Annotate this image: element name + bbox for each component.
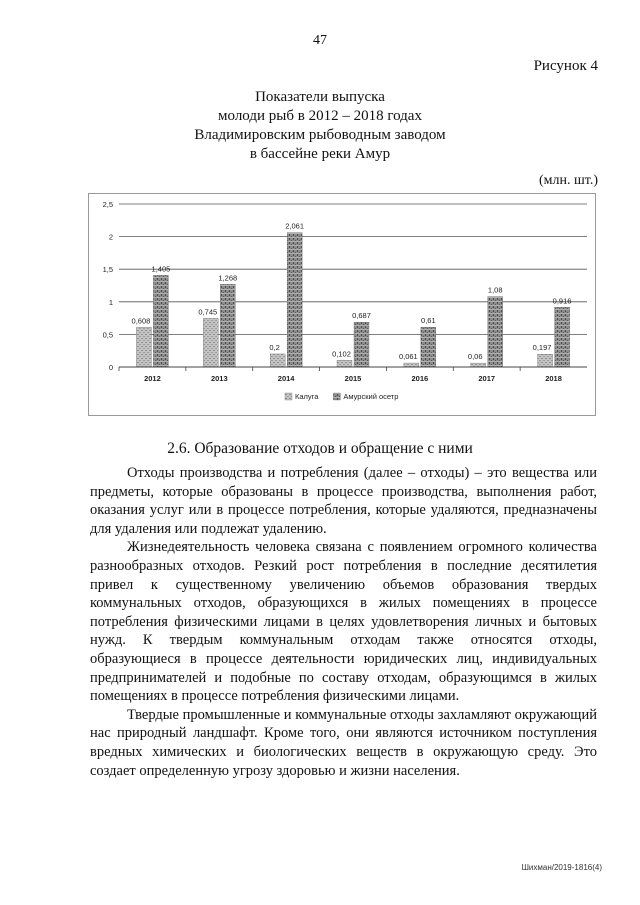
- data-label: 0,102: [332, 349, 351, 359]
- paragraph: Жизнедеятельность человека связана с появлением огромного количества разнообразных отходов. Резкий рост потребления в последние десятилетия привел к существенному увеличению объемов образования твердых коммунальных отходов, образующихся в жилых помещениях в процессе потребления физическими лицами в целях удовлетворения личных и бытовых нужд. К твердым коммунальным отходам также относятся отходы, образующиеся в процессе деятельности юридических лиц, индивидуальных предпринимателей и подобные по составу отходам, образующимся в жилых помещениях в процессе потребления физическими лицами.: [90, 539, 597, 705]
- bar-kaluga: [270, 354, 285, 367]
- data-label: 1,268: [218, 273, 238, 283]
- y-tick-label: 2: [108, 232, 113, 242]
- bar-osetr: [488, 297, 503, 367]
- bar-osetr: [421, 327, 436, 367]
- bar-chart: [89, 194, 595, 415]
- data-label: 0,61: [421, 316, 436, 326]
- figure-title-line: молоди рыб в 2012 – 2018 годах: [218, 108, 422, 124]
- x-tick-label: 2016: [411, 374, 429, 383]
- bar-osetr: [287, 233, 302, 367]
- x-tick-label: 2014: [277, 374, 295, 383]
- data-label: 0,745: [198, 307, 218, 317]
- bar-osetr: [354, 322, 369, 367]
- page-number: 47: [313, 33, 327, 48]
- section-heading: 2.6. Образование отходов и обращение с ними: [167, 440, 473, 457]
- x-tick-label: 2017: [478, 374, 496, 383]
- bar-osetr: [555, 307, 570, 367]
- legend-swatch: [333, 393, 340, 400]
- y-tick-label: 1,5: [102, 265, 113, 275]
- data-label: 2,061: [285, 221, 305, 231]
- figure-title-line: Показатели выпуска: [255, 89, 385, 105]
- x-tick-label: 2012: [144, 374, 161, 383]
- data-label: 0,197: [532, 343, 552, 353]
- y-tick-label: 1: [108, 297, 113, 307]
- chart-units: (млн. шт.): [538, 173, 598, 188]
- bar-osetr: [153, 275, 168, 367]
- y-tick-label: 0: [108, 363, 113, 372]
- data-label: 1,405: [151, 264, 171, 274]
- figure-title: [0, 88, 640, 164]
- data-label: 0,2: [269, 342, 280, 352]
- y-tick-label: 2,5: [102, 200, 113, 209]
- paragraph: Отходы производства и потребления (далее – отходы) – это вещества или предметы, которые образованы в процессе производства, выполнения работ, оказания услуг или в процессе потребления, которые удаляются, предназначены для удаления или подлежат удалению.: [90, 465, 597, 537]
- y-tick-label: 0,5: [102, 330, 113, 340]
- legend-label: Амурский осетр: [343, 392, 399, 401]
- figure-title-line: Владимировским рыбоводным заводом: [194, 127, 446, 143]
- bar-kaluga: [337, 360, 352, 367]
- data-label: 0,916: [552, 296, 572, 306]
- bar-kaluga: [471, 363, 486, 367]
- footer-code: Шихман/2019-1816(4): [521, 863, 602, 872]
- x-tick-label: 2013: [210, 374, 228, 383]
- data-label: 0,687: [352, 311, 371, 321]
- chart-frame: [88, 193, 596, 416]
- bar-kaluga: [404, 363, 419, 367]
- figure-label: Рисунок 4: [533, 58, 598, 74]
- x-tick-label: 2015: [344, 374, 362, 383]
- data-label: 0,061: [398, 352, 418, 362]
- bar-osetr: [220, 284, 235, 367]
- data-label: 0,06: [467, 352, 483, 362]
- figure-title-line: в бассейне реки Амур: [249, 146, 391, 162]
- data-label: 0,608: [131, 316, 151, 326]
- body-text: [90, 464, 597, 780]
- bar-kaluga: [136, 327, 151, 367]
- paragraph: Твердые промышленные и коммунальные отходы захламляют окружающий нас природный ландшафт. Кроме того, они являются источником поступления вредных химических и биологических веществ в окружающую среду. Это создает определенную угрозу здоровью и жизни населения.: [90, 706, 597, 779]
- bar-kaluga: [538, 354, 553, 367]
- legend-swatch: [285, 393, 292, 400]
- bar-kaluga: [203, 318, 218, 367]
- x-tick-label: 2018: [545, 374, 562, 383]
- data-label: 1,08: [487, 285, 503, 295]
- legend-label: Калуга: [295, 392, 319, 401]
